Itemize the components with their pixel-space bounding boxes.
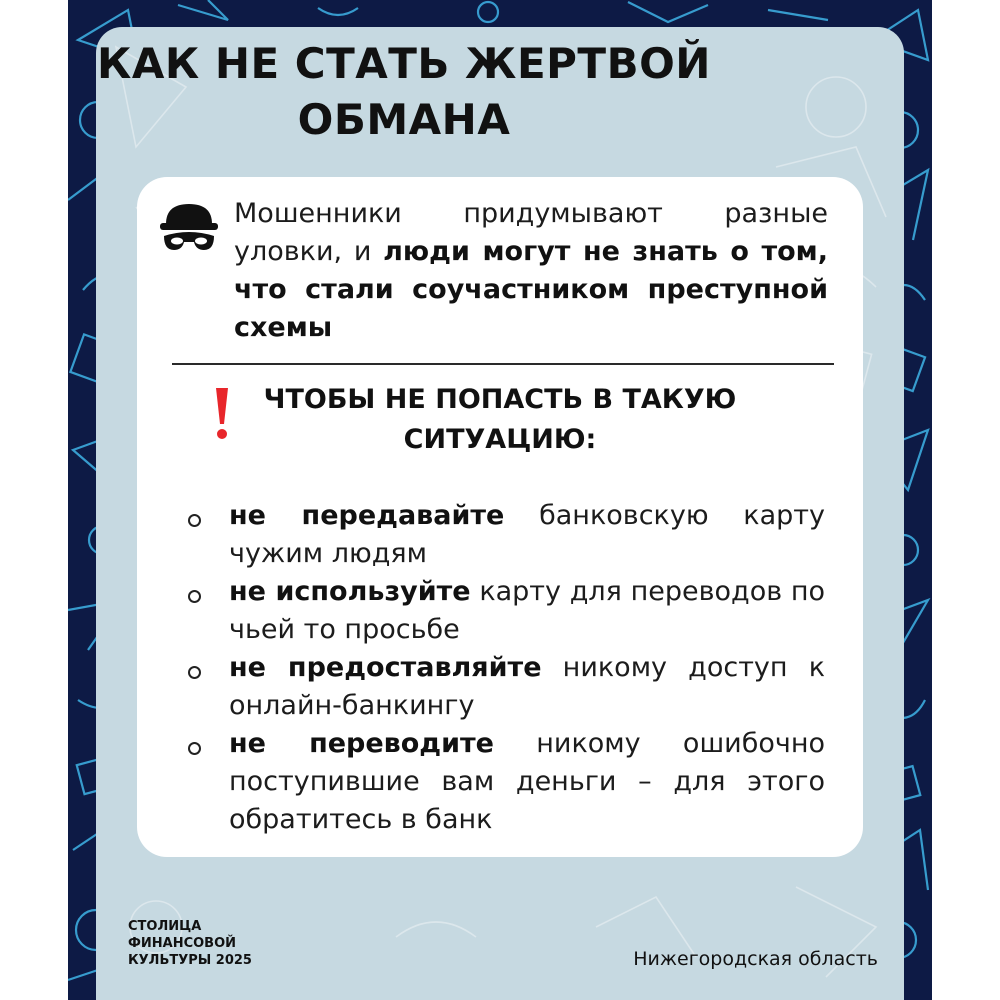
- tip-text: никому ошибочно поступившие вам деньги – для этого обратитесь в банк: [229, 728, 826, 835]
- exclamation-icon: [210, 386, 234, 442]
- tip-text: банковскую карту чужим людям: [229, 500, 826, 569]
- intro-bold: люди могут не знать о том, что стали соучастником преступной схемы: [234, 236, 828, 343]
- list-item: [185, 497, 825, 573]
- brand-line-3: КУЛЬТУРЫ 2025: [128, 953, 252, 968]
- tip-bold: не передавайте: [229, 500, 505, 531]
- brand-line-1: СТОЛИЦА: [128, 919, 202, 934]
- bullet-circle-icon: [188, 590, 201, 603]
- region-label: Нижегородская область: [633, 948, 878, 970]
- title-line-2: ОБМАНА: [297, 95, 511, 144]
- tip-bold: не переводите: [229, 728, 494, 759]
- tip-bold: не используйте: [229, 576, 471, 607]
- brand-logo-text: [128, 918, 288, 969]
- bullet-circle-icon: [188, 514, 201, 527]
- divider-line: [172, 363, 834, 365]
- tip-text: никому доступ к онлайн-банкингу: [229, 652, 826, 721]
- list-item: [185, 649, 825, 725]
- intro-text: [234, 195, 828, 347]
- tip-text: карту для переводов по чьей то просьбе: [229, 576, 825, 645]
- bullet-circle-icon: [188, 742, 201, 755]
- list-item: [185, 725, 825, 839]
- warning-line-2: СИТУАЦИЮ:: [403, 424, 597, 455]
- list-item: [185, 573, 825, 649]
- warning-heading: [250, 380, 750, 460]
- intro-normal: Мошенники придумывают разные уловки, и: [234, 198, 828, 267]
- brand-line-2: ФИНАНСОВОЙ: [128, 936, 237, 951]
- tip-bold: не предоставляйте: [229, 652, 542, 683]
- thief-mask-icon: [158, 198, 220, 260]
- tips-list: [185, 497, 825, 839]
- title-line-1: КАК НЕ СТАТЬ ЖЕРТВОЙ: [97, 39, 711, 88]
- page-title: [0, 36, 808, 148]
- warning-line-1: ЧТОБЫ НЕ ПОПАСТЬ В ТАКУЮ: [263, 384, 737, 415]
- bullet-circle-icon: [188, 666, 201, 679]
